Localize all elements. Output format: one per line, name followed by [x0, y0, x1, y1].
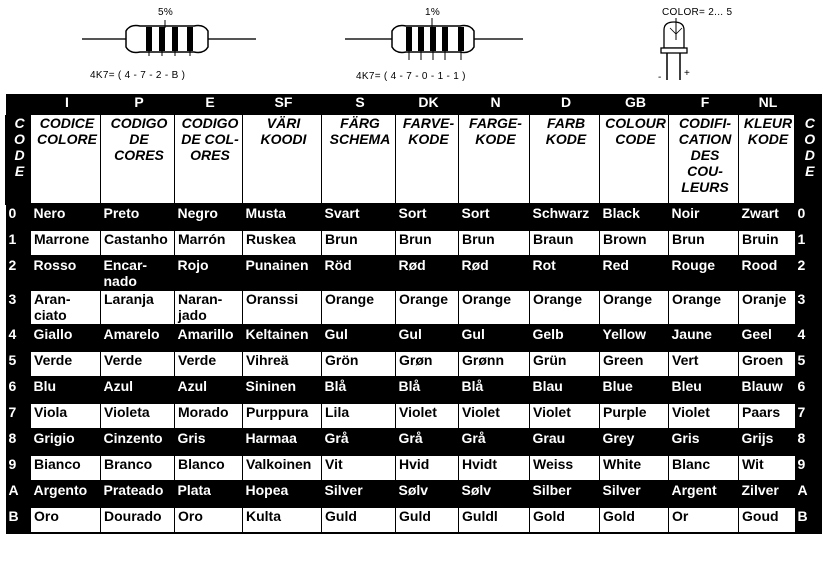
color-name-cell: Aran-ciato	[31, 290, 101, 325]
color-name-cell: Gris	[175, 429, 243, 455]
row-code-left: 1	[6, 230, 31, 256]
color-name-cell: Grå	[322, 429, 396, 455]
color-name-cell: Hvidt	[459, 455, 530, 481]
color-name-cell: Oro	[31, 507, 101, 533]
column-name: CODIGO DE COL-ORES	[175, 115, 243, 204]
color-name-cell: Grey	[600, 429, 669, 455]
color-name-cell: Viola	[31, 403, 101, 429]
color-name-cell: Negro	[175, 204, 243, 230]
color-name-cell: Black	[600, 204, 669, 230]
table-row	[6, 507, 822, 533]
color-name-cell: Laranja	[101, 290, 175, 325]
row-code-left: 6	[6, 377, 31, 403]
color-name-cell: Guld	[322, 507, 396, 533]
color-name-cell: Green	[600, 351, 669, 377]
column-name: KLEUR KODE	[739, 115, 795, 204]
color-name-cell: Lila	[322, 403, 396, 429]
color-name-cell: Silver	[600, 481, 669, 507]
column-name-row	[6, 115, 822, 204]
color-name-cell: Gul	[322, 325, 396, 351]
row-code-left: 4	[6, 325, 31, 351]
color-name-cell: Jaune	[669, 325, 739, 351]
table-row	[6, 325, 822, 351]
color-name-cell: Dourado	[101, 507, 175, 533]
lang-header: GB	[600, 94, 669, 115]
color-name-cell: Bleu	[669, 377, 739, 403]
code-letter: C	[804, 115, 815, 131]
resistor-1pct-code: 4K7= ( 4 - 7 - 0 - 1 - 1 )	[356, 71, 466, 82]
color-name-cell: Röd	[322, 256, 396, 290]
color-name-cell: Plata	[175, 481, 243, 507]
color-name-cell: Red	[600, 256, 669, 290]
color-name-cell: Azul	[175, 377, 243, 403]
code-side-label-left	[6, 115, 31, 204]
color-name-cell: Vihreä	[243, 351, 322, 377]
color-name-cell: Hvid	[396, 455, 459, 481]
table-row	[6, 455, 822, 481]
color-name-cell: Brun	[396, 230, 459, 256]
color-name-cell: Grøn	[396, 351, 459, 377]
code-letter: O	[804, 131, 816, 147]
color-name-cell: Harmaa	[243, 429, 322, 455]
color-name-cell: Blanco	[175, 455, 243, 481]
color-name-cell: Giallo	[31, 325, 101, 351]
color-name-cell: Wit	[739, 455, 795, 481]
resistor-5pct-tolerance: 5%	[158, 7, 174, 18]
lang-header: E	[175, 94, 243, 115]
color-name-cell: Punainen	[243, 256, 322, 290]
row-code-left: 8	[6, 429, 31, 455]
language-header-row	[6, 94, 822, 115]
color-name-cell: Morado	[175, 403, 243, 429]
svg-text:-: -	[658, 72, 662, 83]
color-name-cell: Grau	[530, 429, 600, 455]
column-name: CODIGO DE CORES	[101, 115, 175, 204]
row-code-right: 4	[795, 325, 822, 351]
color-name-cell: Sininen	[243, 377, 322, 403]
row-code-left: 9	[6, 455, 31, 481]
code-letter: O	[14, 131, 25, 147]
row-code-left: 7	[6, 403, 31, 429]
column-name: FÄRG SCHEMA	[322, 115, 396, 204]
color-name-cell: Naran-jado	[175, 290, 243, 325]
color-name-cell: Grå	[396, 429, 459, 455]
color-name-cell: Valkoinen	[243, 455, 322, 481]
table-row	[6, 290, 822, 325]
color-name-cell: Brun	[322, 230, 396, 256]
color-name-cell: Hopea	[243, 481, 322, 507]
color-name-cell: Orange	[600, 290, 669, 325]
color-name-cell: Brun	[459, 230, 530, 256]
color-name-cell: Guldl	[459, 507, 530, 533]
color-name-cell: Brown	[600, 230, 669, 256]
row-code-left: 5	[6, 351, 31, 377]
diagram-area	[0, 0, 827, 92]
resistor-1pct-tolerance: 1%	[425, 7, 441, 18]
color-name-cell: Silber	[530, 481, 600, 507]
row-code-right: 9	[795, 455, 822, 481]
column-name: FARVE-KODE	[396, 115, 459, 204]
color-name-cell: Blue	[600, 377, 669, 403]
column-name: COLOUR CODE	[600, 115, 669, 204]
color-name-cell: Sort	[459, 204, 530, 230]
lang-header: D	[530, 94, 600, 115]
color-name-cell: Grå	[459, 429, 530, 455]
color-name-cell: Orange	[396, 290, 459, 325]
header-corner-left	[6, 94, 31, 115]
color-name-cell: Amarelo	[101, 325, 175, 351]
color-name-cell: Blå	[396, 377, 459, 403]
lang-header: N	[459, 94, 530, 115]
color-name-cell: Castanho	[101, 230, 175, 256]
color-name-cell: Vit	[322, 455, 396, 481]
color-name-cell: Yellow	[600, 325, 669, 351]
color-name-cell: Or	[669, 507, 739, 533]
color-name-cell: Argent	[669, 481, 739, 507]
color-name-cell: Sort	[396, 204, 459, 230]
color-name-cell: Orange	[322, 290, 396, 325]
color-name-cell: Rød	[459, 256, 530, 290]
row-code-right: 7	[795, 403, 822, 429]
color-name-cell: Grønn	[459, 351, 530, 377]
resistor-1pct-drawing	[345, 18, 523, 60]
color-name-cell: Gold	[530, 507, 600, 533]
code-letter: D	[14, 147, 25, 163]
color-name-cell: Gul	[459, 325, 530, 351]
color-name-cell: Blanc	[669, 455, 739, 481]
row-code-right: B	[795, 507, 822, 533]
color-name-cell: Rot	[530, 256, 600, 290]
color-name-cell: Rød	[396, 256, 459, 290]
color-name-cell: Brun	[669, 230, 739, 256]
color-name-cell: Orange	[530, 290, 600, 325]
header-corner-right	[795, 94, 822, 115]
color-name-cell: Marrone	[31, 230, 101, 256]
color-name-cell: Blau	[530, 377, 600, 403]
color-name-cell: Prateado	[101, 481, 175, 507]
row-code-right: 3	[795, 290, 822, 325]
color-name-cell: Ruskea	[243, 230, 322, 256]
color-name-cell: Oranssi	[243, 290, 322, 325]
color-name-cell: Rosso	[31, 256, 101, 290]
color-name-cell: Grün	[530, 351, 600, 377]
color-name-cell: Groen	[739, 351, 795, 377]
color-name-cell: Nero	[31, 204, 101, 230]
color-name-cell: Rood	[739, 256, 795, 290]
column-name: VÄRI KOODI	[243, 115, 322, 204]
lang-header: NL	[739, 94, 795, 115]
color-name-cell: Braun	[530, 230, 600, 256]
color-name-cell: Verde	[101, 351, 175, 377]
code-letter: D	[804, 147, 815, 163]
table-row	[6, 256, 822, 290]
lang-header: S	[322, 94, 396, 115]
row-code-left: 0	[6, 204, 31, 230]
color-name-cell: Violet	[459, 403, 530, 429]
color-name-cell: Schwarz	[530, 204, 600, 230]
color-name-cell: Keltainen	[243, 325, 322, 351]
row-code-right: 8	[795, 429, 822, 455]
color-name-cell: Blå	[322, 377, 396, 403]
color-name-cell: Gul	[396, 325, 459, 351]
resistor-5pct-code: 4K7= ( 4 - 7 - 2 - B )	[90, 70, 186, 81]
column-name: FARGE-KODE	[459, 115, 530, 204]
lang-header: SF	[243, 94, 322, 115]
color-name-cell: Encar-nado	[101, 256, 175, 290]
color-name-cell: Preto	[101, 204, 175, 230]
color-name-cell: Verde	[31, 351, 101, 377]
color-name-cell: Zilver	[739, 481, 795, 507]
color-name-cell: Amarillo	[175, 325, 243, 351]
color-name-cell: Grigio	[31, 429, 101, 455]
color-name-cell: Svart	[322, 204, 396, 230]
color-name-cell: Bruin	[739, 230, 795, 256]
color-name-cell: Argento	[31, 481, 101, 507]
color-name-cell: Grön	[322, 351, 396, 377]
row-code-right: 0	[795, 204, 822, 230]
row-code-left: 2	[6, 256, 31, 290]
color-name-cell: Geel	[739, 325, 795, 351]
color-code-table	[5, 94, 822, 534]
row-code-left: A	[6, 481, 31, 507]
table-row	[6, 429, 822, 455]
color-name-cell: Noir	[669, 204, 739, 230]
color-name-cell: Blu	[31, 377, 101, 403]
svg-text:+: +	[684, 68, 690, 79]
color-name-cell: Bianco	[31, 455, 101, 481]
code-letter: C	[14, 115, 25, 131]
color-name-cell: White	[600, 455, 669, 481]
code-letter: E	[805, 163, 815, 179]
color-name-cell: Goud	[739, 507, 795, 533]
row-code-right: 6	[795, 377, 822, 403]
row-code-left: 3	[6, 290, 31, 325]
color-name-cell: Verde	[175, 351, 243, 377]
color-name-cell: Gris	[669, 429, 739, 455]
color-name-cell: Blauw	[739, 377, 795, 403]
table-row	[6, 377, 822, 403]
color-name-cell: Sølv	[396, 481, 459, 507]
lang-header: P	[101, 94, 175, 115]
color-name-cell: Musta	[243, 204, 322, 230]
row-code-right: 1	[795, 230, 822, 256]
led-color-label: COLOR= 2... 5	[662, 7, 733, 18]
color-name-cell: Violet	[669, 403, 739, 429]
column-name: CODIFI-CATION DES COU-LEURS	[669, 115, 739, 204]
color-name-cell: Blå	[459, 377, 530, 403]
color-name-cell: Rojo	[175, 256, 243, 290]
row-code-right: A	[795, 481, 822, 507]
row-code-right: 2	[795, 256, 822, 290]
color-name-cell: Purppura	[243, 403, 322, 429]
lang-header: DK	[396, 94, 459, 115]
color-name-cell: Branco	[101, 455, 175, 481]
color-name-cell: Kulta	[243, 507, 322, 533]
lang-header: F	[669, 94, 739, 115]
table-row	[6, 481, 822, 507]
color-name-cell: Purple	[600, 403, 669, 429]
color-name-cell: Sølv	[459, 481, 530, 507]
color-name-cell: Paars	[739, 403, 795, 429]
color-name-cell: Azul	[101, 377, 175, 403]
color-name-cell: Gelb	[530, 325, 600, 351]
table-row	[6, 351, 822, 377]
color-name-cell: Zwart	[739, 204, 795, 230]
color-name-cell: Violet	[530, 403, 600, 429]
code-letter: E	[14, 163, 25, 179]
table-row	[6, 403, 822, 429]
color-name-cell: Marrón	[175, 230, 243, 256]
table-row	[6, 204, 822, 230]
column-name: FARB KODE	[530, 115, 600, 204]
row-code-right: 5	[795, 351, 822, 377]
color-name-cell: Orange	[669, 290, 739, 325]
color-name-cell: Guld	[396, 507, 459, 533]
color-name-cell: Silver	[322, 481, 396, 507]
resistor-5pct-drawing	[82, 20, 256, 56]
code-side-label-right	[795, 115, 822, 204]
color-name-cell: Orange	[459, 290, 530, 325]
color-name-cell: Oro	[175, 507, 243, 533]
color-name-cell: Vert	[669, 351, 739, 377]
color-name-cell: Gold	[600, 507, 669, 533]
row-code-left: B	[6, 507, 31, 533]
lang-header: I	[31, 94, 101, 115]
column-name: CODICE COLORE	[31, 115, 101, 204]
color-name-cell: Weiss	[530, 455, 600, 481]
color-name-cell: Violeta	[101, 403, 175, 429]
table-row	[6, 230, 822, 256]
color-name-cell: Grijs	[739, 429, 795, 455]
color-name-cell: Cinzento	[101, 429, 175, 455]
color-name-cell: Oranje	[739, 290, 795, 325]
led-drawing	[658, 18, 690, 83]
color-name-cell: Rouge	[669, 256, 739, 290]
color-name-cell: Violet	[396, 403, 459, 429]
